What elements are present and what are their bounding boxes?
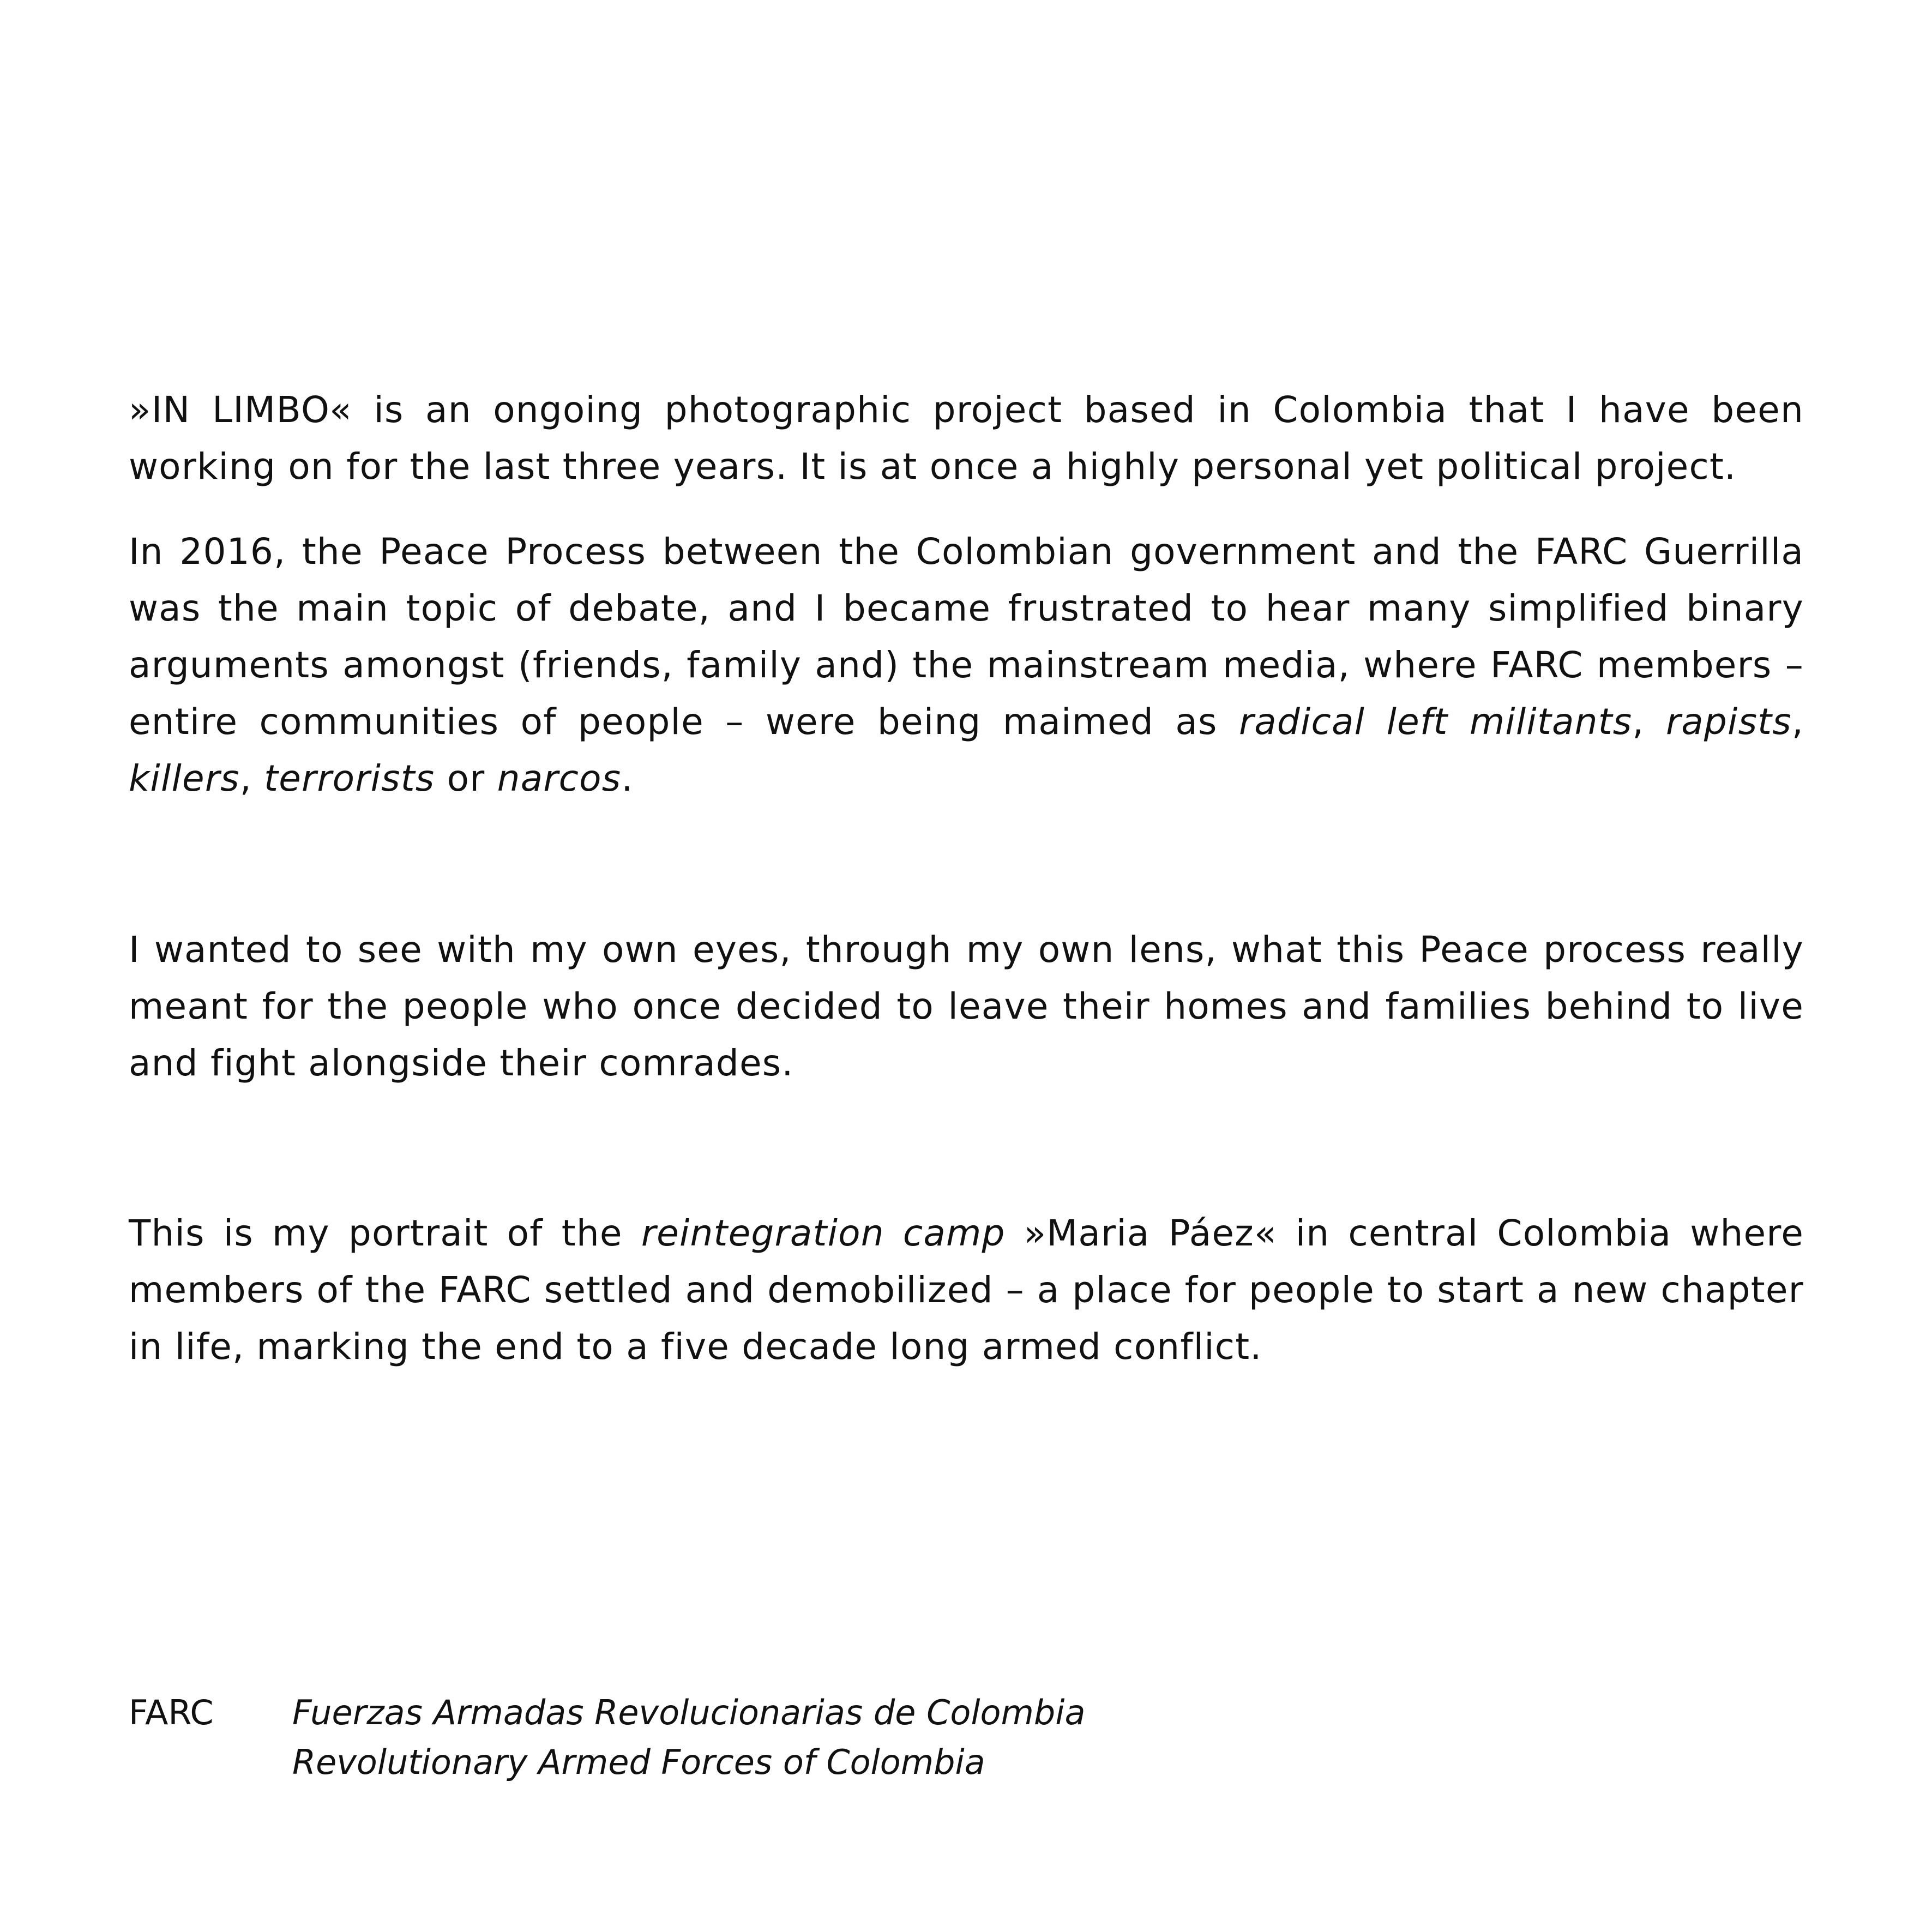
separator: or: [435, 757, 497, 799]
context-paragraph: [129, 523, 1804, 807]
portrait-text-continued: »Maria Páez« in central Colombia where members of the FARC settled and demobilized – a place for people to start a new chapter in life, marking the end to a five decade long armed conflict.: [129, 1212, 1804, 1368]
footnote-term: FARC: [129, 1693, 214, 1732]
footnote-definition-english: Revolutionary Armed Forces of Colombia: [292, 1742, 985, 1782]
label-radical-left-militants: radical left militants: [1238, 701, 1633, 743]
separator: ,: [239, 757, 264, 799]
separator: ,: [1632, 701, 1666, 743]
sentence-end: .: [621, 757, 634, 799]
motivation-text: I wanted to see with my own eyes, through my own lens, what this Peace process really meant for the people who once decided to leave their homes and families behind to live and fight alongside their comrades.: [129, 929, 1804, 1084]
footnote-definition-spanish: Fuerzas Armadas Revolucionarias de Colombia: [292, 1693, 1086, 1732]
label-terrorists: terrorists: [264, 757, 435, 799]
camp-type: reintegration camp: [641, 1212, 1006, 1254]
project-title: »IN LIMBO«: [129, 389, 352, 431]
intro-paragraph: [129, 382, 1804, 495]
footnote-definition: [292, 1688, 1085, 1787]
portrait-text: This is my portrait of the: [129, 1212, 641, 1254]
label-narcos: narcos: [497, 757, 622, 799]
portrait-paragraph: [129, 1205, 1804, 1375]
label-killers: killers: [129, 757, 240, 799]
label-rapists: rapists: [1665, 701, 1792, 743]
context-text: In 2016, the Peace Process between the Colombian government and the FARC Guerrilla was the main topic of debate, and I became frustrated to hear many simplified binary arguments amongst (friends, family and) the mainstream media, where FARC members – entire communities of people – were being maimed as: [129, 531, 1804, 743]
motivation-paragraph: [129, 922, 1804, 1092]
intro-text: is an ongoing photographic project based in Colombia that I have been working on for the last three years. It is at once a highly personal yet political project.: [129, 389, 1804, 487]
separator: ,: [1791, 701, 1804, 743]
